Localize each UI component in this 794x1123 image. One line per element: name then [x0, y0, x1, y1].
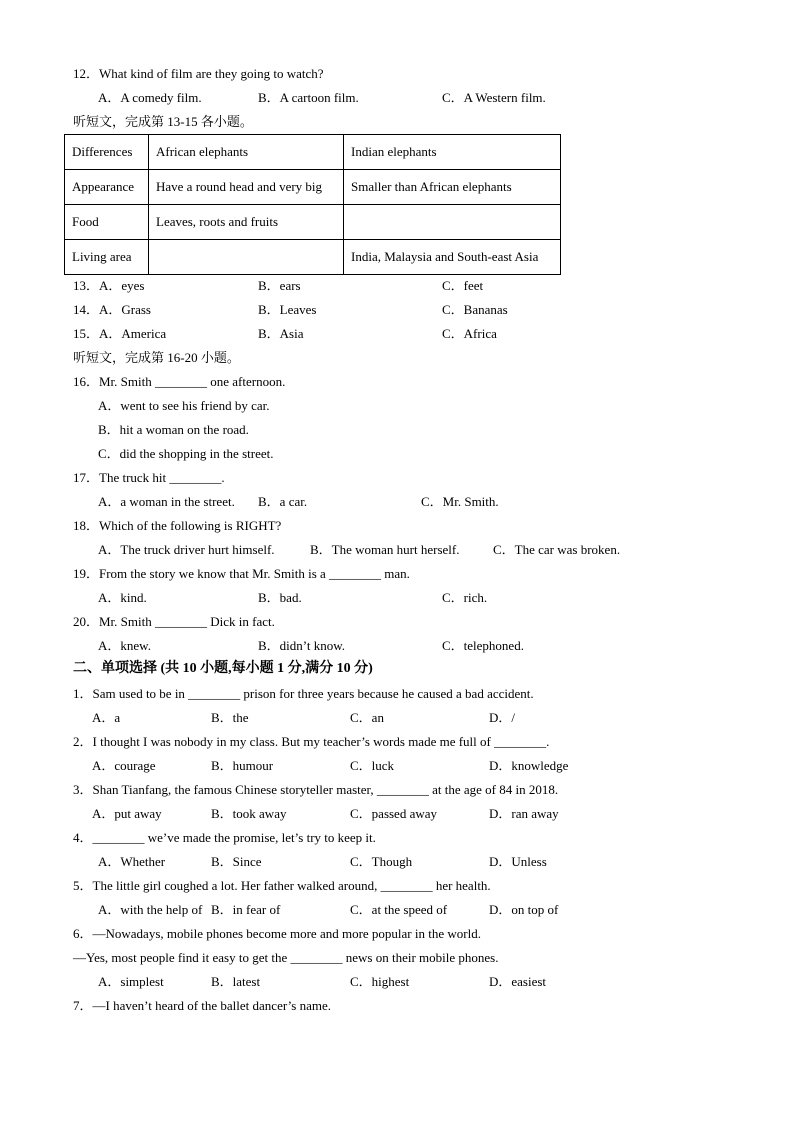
table-cell: Leaves, roots and fruits: [149, 205, 344, 240]
table-cell: [344, 205, 561, 240]
s3-stem: 3．Shan Tianfang, the famous Chinese storyteller master, ________ at the age of 84 in 2018.: [73, 782, 559, 797]
s5-option-b[interactable]: B．in fear of: [211, 902, 281, 917]
table-cell: African elephants: [149, 135, 344, 170]
q15-option-c[interactable]: C．Africa: [442, 326, 497, 341]
s5-option-d[interactable]: D．on top of: [489, 902, 559, 917]
s2-stem: 2．I thought I was nobody in my class. But my teacher’s words made me full of ________.: [73, 734, 550, 749]
q13-option-b[interactable]: B．ears: [258, 278, 301, 293]
q17-option-c[interactable]: C．Mr. Smith.: [421, 494, 499, 509]
s2-option-c[interactable]: C．luck: [350, 758, 395, 773]
s1-option-b[interactable]: B．the: [211, 710, 249, 725]
s1-stem: 1．Sam used to be in ________ prison for three years because he caused a bad accident.: [73, 686, 534, 701]
s1-option-a[interactable]: A．a: [92, 710, 121, 725]
table-cell: Appearance: [65, 170, 149, 205]
s5-option-a[interactable]: A．with the help of: [98, 902, 203, 917]
section-title: 二、单项选择 (共 10 小题,每小题 1 分,满分 10 分): [73, 661, 373, 676]
q13-option-c[interactable]: C．feet: [442, 278, 484, 293]
q17-option-a[interactable]: A．a woman in the street.: [98, 494, 235, 509]
q16-option-b[interactable]: B．hit a woman on the road.: [98, 422, 249, 437]
q17-option-b[interactable]: B．a car.: [258, 494, 308, 509]
table-cell: [149, 240, 344, 275]
s6-option-d[interactable]: D．easiest: [489, 974, 547, 989]
s4-option-a[interactable]: A．Whether: [98, 854, 166, 869]
s2-option-d[interactable]: D．knowledge: [489, 758, 569, 773]
q18-option-b[interactable]: B．The woman hurt herself.: [310, 542, 460, 557]
table-cell: Indian elephants: [344, 135, 561, 170]
q17-stem: 17．The truck hit ________.: [73, 470, 225, 485]
q20-option-c[interactable]: C．telephoned.: [442, 638, 524, 653]
q16-option-a[interactable]: A．went to see his friend by car.: [98, 398, 270, 413]
q19-option-c[interactable]: C．rich.: [442, 590, 488, 605]
q14-stem[interactable]: 14．A．Grass: [73, 302, 151, 317]
q16-stem: 16．Mr. Smith ________ one afternoon.: [73, 374, 286, 389]
s4-option-d[interactable]: D．Unless: [489, 854, 547, 869]
instruction-13-15: 听短文，完成第 13-15 各小题。: [73, 114, 253, 129]
table-cell: Differences: [65, 135, 149, 170]
s6-option-b[interactable]: B．latest: [211, 974, 261, 989]
q12-option-b[interactable]: B．A cartoon film.: [258, 90, 359, 105]
s5-option-c[interactable]: C．at the speed of: [350, 902, 448, 917]
s2-option-b[interactable]: B．humour: [211, 758, 274, 773]
s3-option-b[interactable]: B．took away: [211, 806, 287, 821]
q20-stem: 20．Mr. Smith ________ Dick in fact.: [73, 614, 275, 629]
table-row: [65, 205, 561, 240]
q12-stem: 12．What kind of film are they going to watch?: [73, 66, 324, 81]
table-cell: Have a round head and very big: [149, 170, 344, 205]
table-cell: Living area: [65, 240, 149, 275]
table-cell: Food: [65, 205, 149, 240]
s4-option-c[interactable]: C．Though: [350, 854, 413, 869]
table-row: [65, 240, 561, 275]
s3-option-a[interactable]: A．put away: [92, 806, 162, 821]
s1-option-d[interactable]: D．/: [489, 710, 516, 725]
q13-stem[interactable]: 13．A．eyes: [73, 278, 145, 293]
q20-option-a[interactable]: A．knew.: [98, 638, 151, 653]
q20-option-b[interactable]: B．didn’t know.: [258, 638, 346, 653]
q12-option-a[interactable]: A．A comedy film.: [98, 90, 202, 105]
table-row: [65, 170, 561, 205]
s6-stem-reply: —Yes, most people find it easy to get the ________ news on their mobile phones.: [73, 950, 499, 965]
table-cell: India, Malaysia and South-east Asia: [344, 240, 561, 275]
table-cell: Smaller than African elephants: [344, 170, 561, 205]
s6-option-c[interactable]: C．highest: [350, 974, 410, 989]
s2-option-a[interactable]: A．courage: [92, 758, 156, 773]
q19-option-a[interactable]: A．kind.: [98, 590, 147, 605]
s4-option-b[interactable]: B．Since: [211, 854, 262, 869]
elephant-comparison-table: [64, 134, 561, 275]
instruction-16-20: 听短文，完成第 16-20 小题。: [73, 350, 240, 365]
q15-stem[interactable]: 15．A．America: [73, 326, 167, 341]
s4-stem: 4．________ we’ve made the promise, let’s try to keep it.: [73, 830, 376, 845]
q16-option-c[interactable]: C．did the shopping in the street.: [98, 446, 274, 461]
q18-option-c[interactable]: C．The car was broken.: [493, 542, 621, 557]
s3-option-c[interactable]: C．passed away: [350, 806, 438, 821]
q19-stem: 19．From the story we know that Mr. Smith is a ________ man.: [73, 566, 410, 581]
q18-option-a[interactable]: A．The truck driver hurt himself.: [98, 542, 275, 557]
q15-option-b[interactable]: B．Asia: [258, 326, 304, 341]
s6-stem: 6．—Nowadays, mobile phones become more and more popular in the world.: [73, 926, 481, 941]
q12-option-c[interactable]: C．A Western film.: [442, 90, 546, 105]
q14-option-c[interactable]: C．Bananas: [442, 302, 508, 317]
s6-option-a[interactable]: A．simplest: [98, 974, 164, 989]
s1-option-c[interactable]: C．an: [350, 710, 384, 725]
s7-stem: 7．—I haven’t heard of the ballet dancer’s name.: [73, 998, 331, 1013]
q19-option-b[interactable]: B．bad.: [258, 590, 302, 605]
q18-stem: 18．Which of the following is RIGHT?: [73, 518, 282, 533]
table-row: [65, 135, 561, 170]
s5-stem: 5．The little girl coughed a lot. Her father walked around, ________ her health.: [73, 878, 491, 893]
s3-option-d[interactable]: D．ran away: [489, 806, 559, 821]
q14-option-b[interactable]: B．Leaves: [258, 302, 317, 317]
